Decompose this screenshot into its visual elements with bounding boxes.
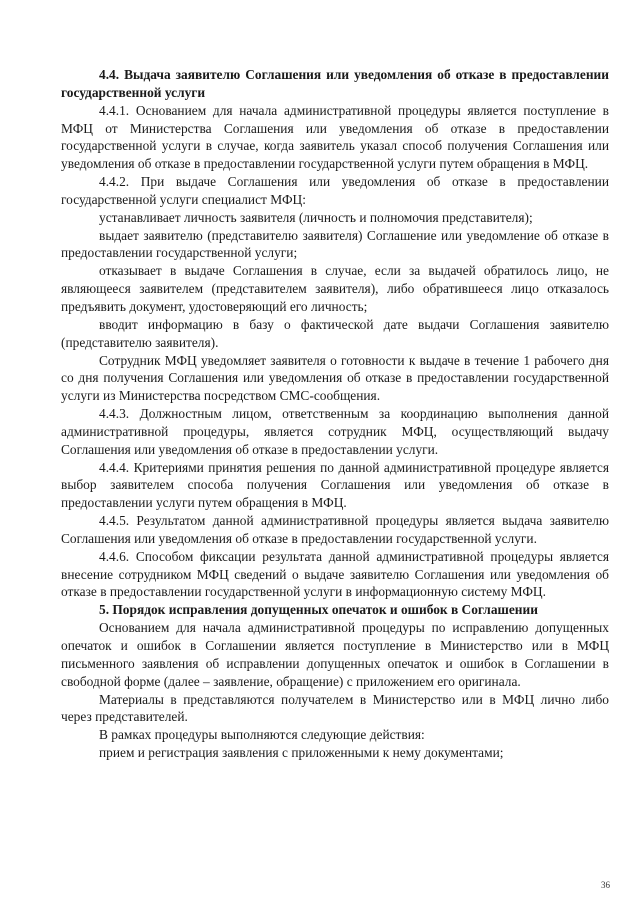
list-item-enter-date: вводит информацию в базу о фактической дате выдачи Соглашения заявителю (представителю заявителя). bbox=[61, 316, 609, 350]
paragraph-4-4-6: 4.4.6. Способом фиксации результата данной административной процедуры является внесение сотрудником МФЦ сведений о выдаче заявителю Соглашения или уведомления об отказе в предоставлении государственной услуги в информационную систему МФЦ. bbox=[61, 548, 609, 600]
section-heading-4-4: 4.4. Выдача заявителю Соглашения или уведомления об отказе в предоставлении государственной услуги bbox=[61, 67, 609, 100]
paragraph-materials: Материалы в представляются получателем в Министерство или в МФЦ лично либо через представителей. bbox=[61, 691, 609, 725]
paragraph-4-4-2: 4.4.2. При выдаче Соглашения или уведомления об отказе в предоставлении государственной услуги специалист МФЦ: bbox=[61, 174, 609, 207]
paragraph-4-4-4: 4.4.4. Критериями принятия решения по данной административной процедуре является выбор заявителем способа получения Соглашения или уведомления об отказе в предоставлении услуги путем обращения в МФЦ. bbox=[61, 459, 609, 511]
section-heading-5: 5. Порядок исправления допущенных опечаток и ошибок в Соглашении bbox=[99, 602, 538, 618]
paragraph-4-4-3: 4.4.3. Должностным лицом, ответственным за координацию выполнения данной административной процедуры, является сотрудник МФЦ, осуществляющий выдачу Соглашения или уведомления об отказе в предоставлении услуги. bbox=[61, 406, 609, 457]
list-item-refuse-issue: отказывает в выдаче Соглашения в случае, если за выдачей обратилось лицо, не являющееся заявителем (представителем заявителя), либо обратившееся лицо отказалось предъявить документ, удостоверяющий его личность; bbox=[61, 263, 609, 314]
paragraph-actions: В рамках процедуры выполняются следующие действия: bbox=[99, 727, 425, 743]
paragraph-basis: Основанием для начала административной процедуры по исправлению допущенных опечаток и ошибок в Соглашении является поступление в Министерство или в МФЦ письменного заявления об исправлении допущенных опечаток и ошибок в Соглашении в свободной форме (далее – заявление, обращение) с приложением его оригинала. bbox=[61, 620, 609, 689]
page-number: 36 bbox=[601, 880, 610, 890]
paragraph-notification: Сотрудник МФЦ уведомляет заявителя о готовности к выдаче в течение 1 рабочего дня со дня получения Соглашения или уведомления об отказе в предоставлении государственной услуги из Министерства посредством СМС-сообщения. bbox=[61, 352, 609, 404]
list-item-verify-identity: устанавливает личность заявителя (личность и полномочия представителя); bbox=[99, 209, 533, 225]
list-item-issue-agreement: выдает заявителю (представителю заявителя) Соглашение или уведомление об отказе в предоставлении государственной услуги; bbox=[61, 227, 609, 261]
list-item-registration: прием и регистрация заявления с приложенными к нему документами; bbox=[99, 745, 504, 761]
document-page bbox=[61, 66, 609, 762]
paragraph-4-4-1: 4.4.1. Основанием для начала административной процедуры является поступление в МФЦ от Министерства Соглашения или уведомления об отказе в предоставлении государственной услуги в случае, когда заявитель указал способ получения Соглашения или уведомления об отказе в предоставлении государственной услуги путем обращения в МФЦ. bbox=[61, 102, 609, 172]
paragraph-4-4-5: 4.4.5. Результатом данной административной процедуры является выдача заявителю Соглашения или уведомления об отказе в предоставлении государственной услуги. bbox=[61, 513, 609, 546]
